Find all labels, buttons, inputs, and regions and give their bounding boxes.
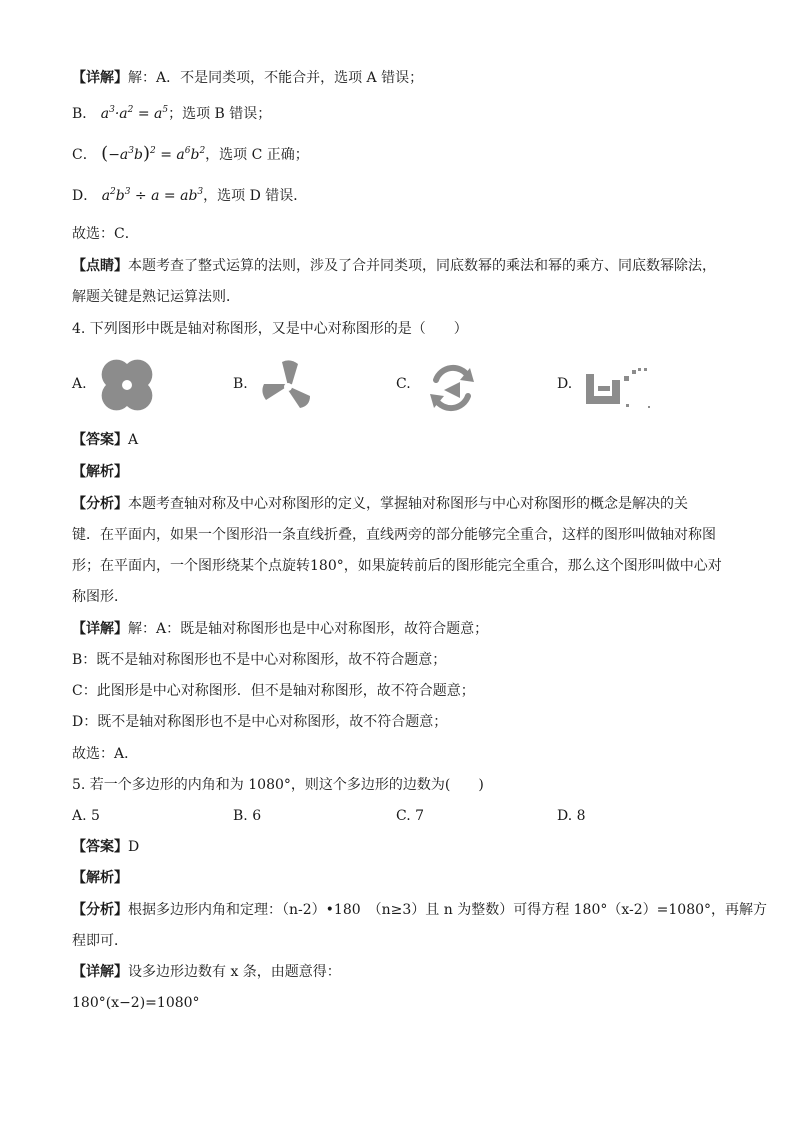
q5-option-c: C. 7 xyxy=(396,808,425,824)
q4-fenxi-line-1 xyxy=(72,494,688,514)
option-c-prefix: C． xyxy=(72,147,97,163)
option-d-suffix: ，选项 D 错误． xyxy=(203,188,308,204)
q5-answer-line xyxy=(72,837,139,857)
q4-analysis-label: 【解析】 xyxy=(72,464,128,480)
q5-fenxi-text-1: 根据多边形内角和定理：（n-2）•180 （n≥3）且 n 为整数）可得方程 180°（x-2）=1080°，再解方 xyxy=(128,902,768,918)
q4-detail-line-c: C：此图形是中心对称图形．但不是轴对称图形，故不符合题意； xyxy=(72,683,475,699)
option-b-line xyxy=(72,104,271,124)
question-5: 5. 若一个多边形的内角和为 1080°，则这个多边形的边数为( ) xyxy=(72,777,484,793)
q4-fenxi-text-1: 本题考查轴对称及中心对称图形的定义，掌握轴对称图形与中心对称图形的概念是解决的关 xyxy=(128,496,688,512)
q5-fenxi-tag: 【分析】 xyxy=(72,902,128,918)
comment-text: 本题考查了整式运算的法则，涉及了合并同类项，同底数幂的乘法和幂的乘方、同底数幂除法， xyxy=(128,258,716,274)
detail-tag: 【详解】 xyxy=(72,70,128,86)
q4-detail-line-a xyxy=(72,619,488,639)
q4-fenxi-line-3: 形；在平面内，一个图形绕某个点旋转180°，如果旋转前后的图形能完全重合，那么这个图形叫做中心对 xyxy=(72,558,722,574)
option-b-prefix: B． xyxy=(72,106,97,122)
option-b-suffix: ；选项 B 错误； xyxy=(168,106,272,122)
q4-fenxi-line-2: 键．在平面内，如果一个图形沿一条直线折叠，直线两旁的部分能够完全重合，这样的图形叫做轴对称图 xyxy=(72,527,716,543)
q5-answer-tag: 【答案】 xyxy=(72,839,128,855)
q5-answer-value: D xyxy=(128,839,140,855)
q4-answer-tag: 【答案】 xyxy=(72,432,128,448)
q4-fenxi-line-4: 称图形． xyxy=(72,589,128,605)
q4-label-d: D. xyxy=(557,376,573,392)
choose-line: 故选：C． xyxy=(72,226,139,242)
q4-detail-line-b: B：既不是轴对称图形也不是中心对称图形，故不符合题意； xyxy=(72,652,447,668)
q5-detail-text: 设多边形边数有 x 条，由题意得： xyxy=(128,964,341,980)
q5-detail-tag: 【详解】 xyxy=(72,964,128,980)
q5-detail-line xyxy=(72,962,341,982)
comment-tag: 【点睛】 xyxy=(72,258,128,274)
q4-label-a: A. xyxy=(72,376,87,392)
q4-answer-line xyxy=(72,430,138,450)
q4-detail-a: 解：A：既是轴对称图形也是中心对称图形，故符合题意； xyxy=(128,621,489,637)
q4-detail-line-d: D：既不是轴对称图形也不是中心对称图形，故不符合题意； xyxy=(72,714,448,730)
pixel-logo-icon xyxy=(584,364,654,410)
q5-option-a: A. 5 xyxy=(72,808,100,824)
comment-line-2: 解题关键是熟记运算法则． xyxy=(72,289,240,305)
q4-answer-value: A xyxy=(128,432,139,448)
q5-equation: 180°(x−2)=1080° xyxy=(72,995,200,1011)
detail-line xyxy=(72,68,423,88)
q4-analysis-tag xyxy=(72,462,128,482)
four-petal-icon xyxy=(98,356,156,414)
three-blade-icon xyxy=(256,356,320,412)
comment-line xyxy=(72,256,716,276)
detail-text: 解：A．不是同类项，不能合并，选项 A 错误； xyxy=(128,70,424,86)
question-4: 4. 下列图形中既是轴对称图形，又是中心对称图形的是（ ） xyxy=(72,321,468,337)
q4-fenxi-tag: 【分析】 xyxy=(72,496,128,512)
option-d-prefix: D． xyxy=(72,188,98,204)
q5-fenxi-line-2: 程即可． xyxy=(72,933,128,949)
q5-option-d: D. 8 xyxy=(557,808,586,824)
formula-b: $a^3\cdot a^2 = a^5$ xyxy=(100,105,169,122)
q5-analysis-tag xyxy=(72,868,128,888)
q5-fenxi-line-1 xyxy=(72,900,767,920)
q4-detail-tag: 【详解】 xyxy=(72,621,128,637)
option-c-suffix: ，选项 C 正确； xyxy=(205,147,309,163)
q4-label-b: B. xyxy=(233,376,248,392)
option-c-line xyxy=(72,144,309,165)
formula-d: $a^2b^3 \div a = ab^3$ xyxy=(101,187,204,204)
formula-c: $(-a^3b)^2 = a^6b^2$ xyxy=(101,143,206,164)
option-d-line xyxy=(72,186,307,206)
q4-choose-line: 故选：A． xyxy=(72,746,139,762)
q5-analysis-label: 【解析】 xyxy=(72,870,128,886)
q5-option-b: B. 6 xyxy=(233,808,262,824)
q4-label-c: C. xyxy=(396,376,411,392)
circular-arrows-icon xyxy=(424,360,480,416)
